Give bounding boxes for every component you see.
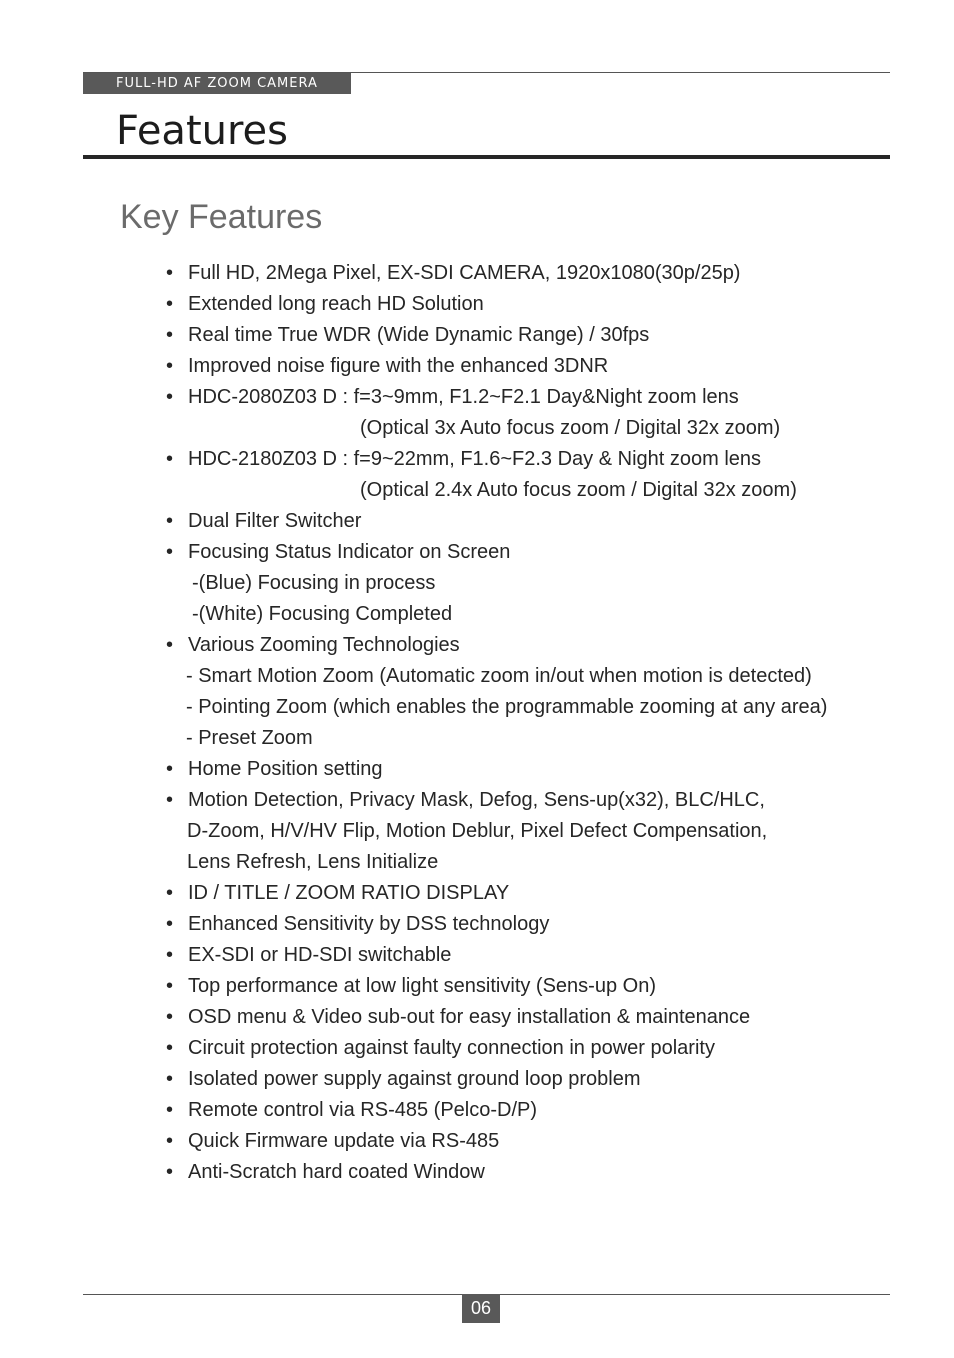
bullet-icon: • xyxy=(166,882,174,904)
feature-item xyxy=(166,1157,866,1188)
feature-item xyxy=(166,940,866,971)
feature-text: Enhanced Sensitivity by DSS technology xyxy=(188,913,550,935)
bullet-icon: • xyxy=(166,1068,174,1090)
feature-text: Motion Detection, Privacy Mask, Defog, Sens-up(x32), BLC/HLC, xyxy=(188,789,765,811)
bullet-icon: • xyxy=(166,262,174,284)
bullet-icon: • xyxy=(166,355,174,377)
bullet-icon: • xyxy=(166,758,174,780)
title-rule xyxy=(83,155,890,159)
feature-list xyxy=(166,258,866,1188)
feature-subitem: - Smart Motion Zoom (Automatic zoom in/out when motion is detected) xyxy=(186,665,812,687)
feature-item xyxy=(166,351,866,382)
bullet-icon: • xyxy=(166,1099,174,1121)
feature-item xyxy=(166,506,866,537)
page-title: Features xyxy=(116,108,288,154)
feature-text: Quick Firmware update via RS-485 xyxy=(188,1130,500,1152)
feature-item xyxy=(166,630,866,754)
feature-text: Anti-Scratch hard coated Window xyxy=(188,1161,485,1183)
feature-subitem: -(White) Focusing Completed xyxy=(192,603,453,625)
feature-text: Remote control via RS-485 (Pelco-D/P) xyxy=(188,1099,538,1121)
feature-detail: (Optical 3x Auto focus zoom / Digital 32x zoom) xyxy=(360,417,781,439)
bullet-icon: • xyxy=(166,1006,174,1028)
feature-item xyxy=(166,754,866,785)
feature-text: Real time True WDR (Wide Dynamic Range) / 30fps xyxy=(188,324,650,346)
feature-item xyxy=(166,382,866,444)
feature-item xyxy=(166,878,866,909)
bullet-icon: • xyxy=(166,944,174,966)
feature-continuation: D-Zoom, H/V/HV Flip, Motion Deblur, Pixel Defect Compensation, xyxy=(187,820,768,842)
bullet-icon: • xyxy=(166,324,174,346)
section-title: Key Features xyxy=(120,198,323,236)
product-name-tab: FULL-HD AF ZOOM CAMERA xyxy=(83,73,351,94)
feature-item xyxy=(166,1126,866,1157)
feature-text: Top performance at low light sensitivity (Sens-up On) xyxy=(188,975,656,997)
feature-text: OSD menu & Video sub-out for easy installation & maintenance xyxy=(188,1006,751,1028)
feature-detail: (Optical 2.4x Auto focus zoom / Digital 32x zoom) xyxy=(360,479,797,501)
bullet-icon: • xyxy=(166,1161,174,1183)
feature-text: Various Zooming Technologies xyxy=(188,634,460,656)
feature-subitem: -(Blue) Focusing in process xyxy=(192,572,436,594)
feature-text: Focusing Status Indicator on Screen xyxy=(188,541,511,563)
feature-text: Extended long reach HD Solution xyxy=(188,293,484,315)
bullet-icon: • xyxy=(166,634,174,656)
feature-text: Home Position setting xyxy=(188,758,383,780)
feature-continuation: Lens Refresh, Lens Initialize xyxy=(187,851,439,873)
feature-item xyxy=(166,1095,866,1126)
feature-item xyxy=(166,537,866,630)
feature-item xyxy=(166,258,866,289)
feature-text: HDC-2080Z03 D : f=3~9mm, F1.2~F2.1 Day&Night zoom lens xyxy=(188,386,739,408)
bullet-icon: • xyxy=(166,1037,174,1059)
feature-item xyxy=(166,320,866,351)
feature-subitem: - Preset Zoom xyxy=(186,727,313,749)
feature-item xyxy=(166,1064,866,1095)
feature-text: Isolated power supply against ground loop problem xyxy=(188,1068,641,1090)
page-number: 06 xyxy=(462,1294,500,1323)
bullet-icon: • xyxy=(166,789,174,811)
feature-text: Circuit protection against faulty connection in power polarity xyxy=(188,1037,715,1059)
feature-item xyxy=(166,444,866,506)
feature-text: Full HD, 2Mega Pixel, EX-SDI CAMERA, 1920x1080(30p/25p) xyxy=(188,262,741,284)
feature-text: Improved noise figure with the enhanced 3DNR xyxy=(188,355,609,377)
feature-text: Dual Filter Switcher xyxy=(188,510,362,532)
feature-text: EX-SDI or HD-SDI switchable xyxy=(188,944,452,966)
bullet-icon: • xyxy=(166,1130,174,1152)
feature-text: HDC-2180Z03 D : f=9~22mm, F1.6~F2.3 Day & Night zoom lens xyxy=(188,448,762,470)
bullet-icon: • xyxy=(166,510,174,532)
feature-subitem: - Pointing Zoom (which enables the programmable zooming at any area) xyxy=(186,696,828,718)
bullet-icon: • xyxy=(166,913,174,935)
bullet-icon: • xyxy=(166,448,174,470)
feature-item xyxy=(166,909,866,940)
bullet-icon: • xyxy=(166,293,174,315)
bullet-icon: • xyxy=(166,975,174,997)
feature-item xyxy=(166,1002,866,1033)
feature-item xyxy=(166,785,866,878)
feature-text: ID / TITLE / ZOOM RATIO DISPLAY xyxy=(188,882,510,904)
feature-item xyxy=(166,971,866,1002)
bullet-icon: • xyxy=(166,386,174,408)
feature-item xyxy=(166,289,866,320)
bullet-icon: • xyxy=(166,541,174,563)
feature-item xyxy=(166,1033,866,1064)
